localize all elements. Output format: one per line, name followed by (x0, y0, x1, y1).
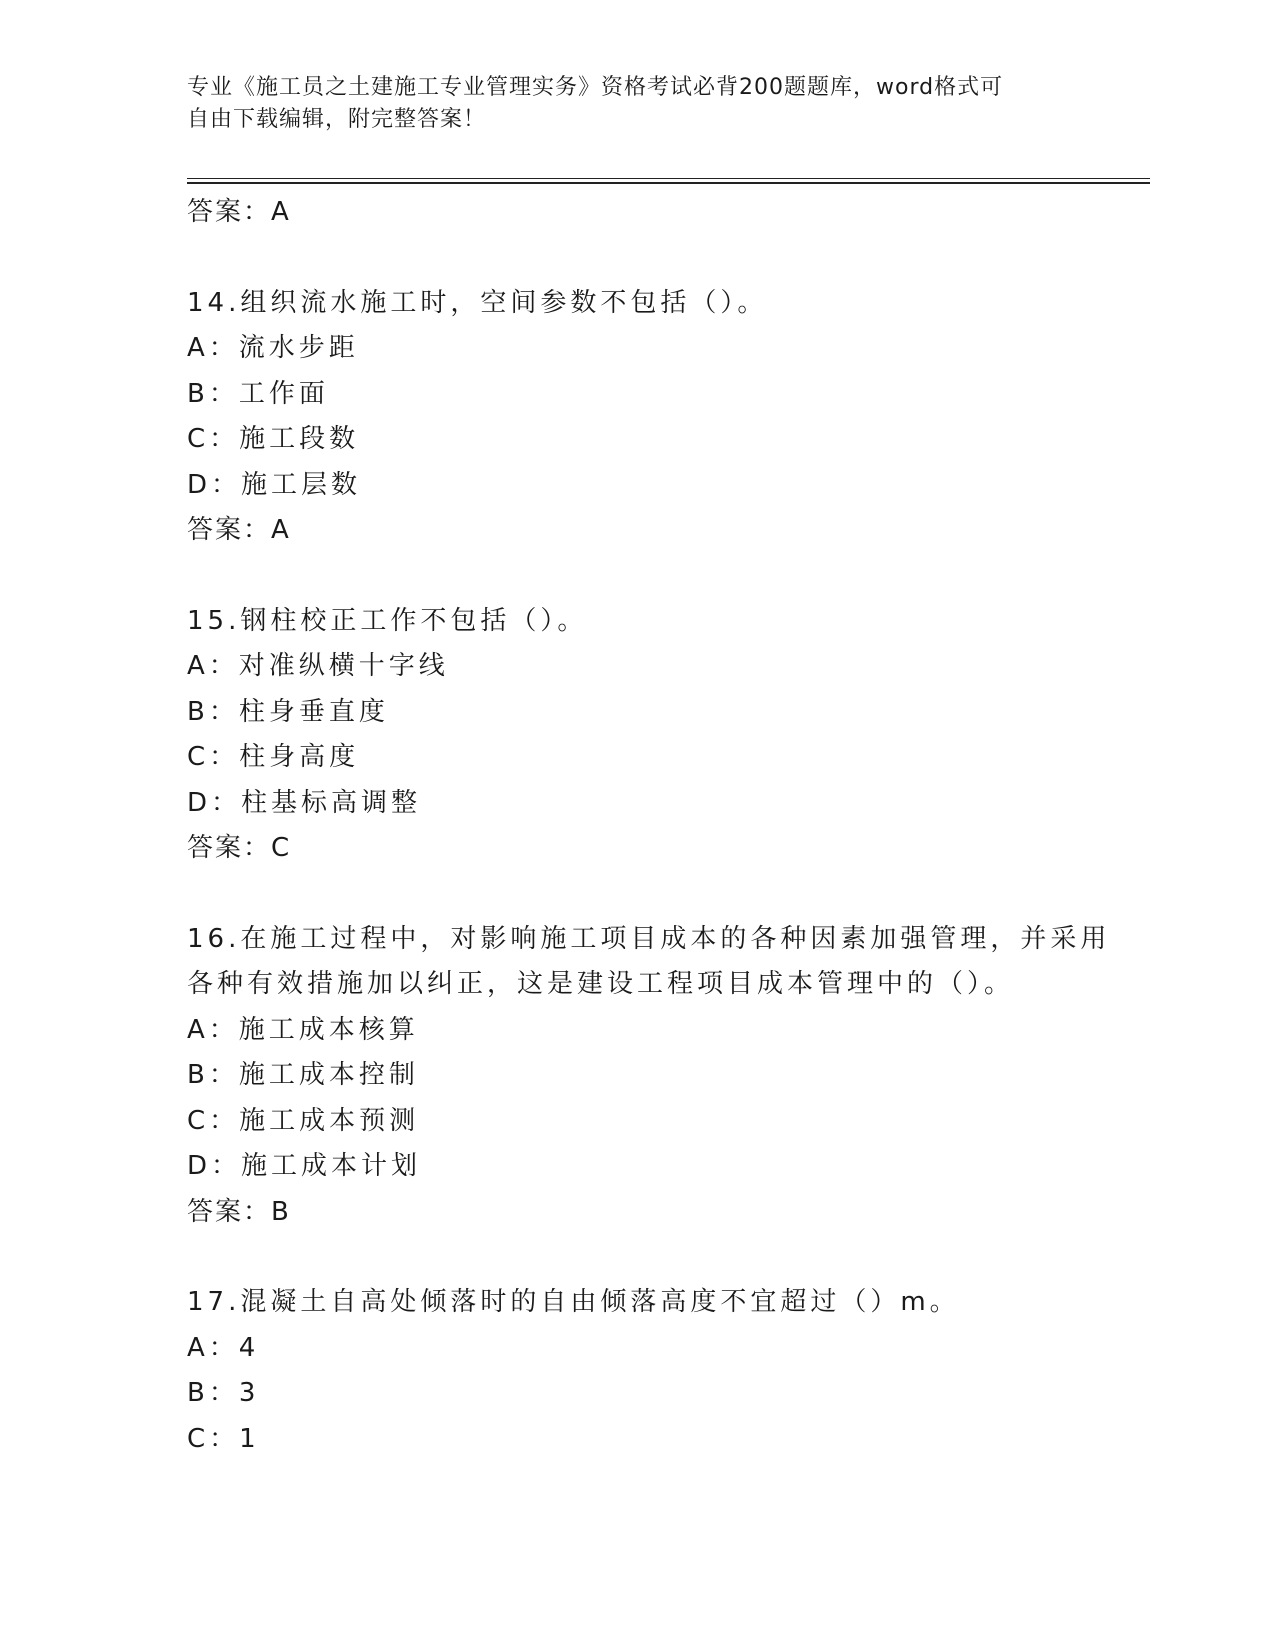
option-c: C：施工成本预测 (187, 1105, 420, 1136)
question-17 (187, 1280, 1087, 1462)
page-header (187, 72, 1067, 136)
option-d: D：施工成本计划 (187, 1151, 422, 1181)
header-title-line-1: 专业《施工员之土建施工专业管理实务》资格考试必背200题题库，word格式可 (187, 75, 1004, 100)
header-divider-thick (187, 182, 1150, 184)
option-d: D：施工层数 (187, 469, 362, 500)
question-stem: 14.组织流水施工时，空间参数不包括（）。 (187, 287, 768, 318)
option-c: C：1 (187, 1423, 260, 1454)
option-a: A：流水步距 (187, 333, 359, 363)
option-d: D：柱基标高调整 (187, 787, 422, 818)
option-a: A：施工成本核算 (187, 1014, 419, 1045)
previous-answer: 答案：A (187, 197, 291, 227)
question-16 (187, 917, 1111, 1236)
answer: 答案：A (187, 515, 291, 545)
question-stem-line-1: 16.在施工过程中，对影响施工项目成本的各种因素加强管理，并采用 (187, 923, 1111, 954)
option-b: B：柱身垂直度 (187, 696, 389, 727)
answer: 答案：B (187, 1196, 291, 1227)
option-c: C：施工段数 (187, 424, 360, 454)
question-14 (187, 281, 1087, 554)
header-divider-thin (187, 178, 1150, 179)
option-c: C：柱身高度 (187, 742, 360, 772)
question-stem-line-2: 各种有效措施加以纠正，这是建设工程项目成本管理中的（）。 (187, 969, 1015, 999)
option-b: B：3 (187, 1378, 260, 1408)
question-stem: 15.钢柱校正工作不包括（）。 (187, 605, 588, 636)
question-stem: 17.混凝土自高处倾落时的自由倾落高度不宜超过（）m。 (187, 1287, 960, 1317)
option-b: B：施工成本控制 (187, 1060, 419, 1090)
option-a: A：4 (187, 1332, 260, 1363)
option-a: A：对准纵横十字线 (187, 651, 449, 681)
header-title-line-2: 自由下载编辑，附完整答案！ (187, 107, 487, 132)
spacer (187, 554, 1087, 599)
spacer (187, 872, 1087, 917)
spacer (187, 1235, 1087, 1280)
question-15 (187, 599, 1087, 872)
spacer (187, 236, 1087, 281)
option-b: B：工作面 (187, 378, 329, 409)
answer: 答案：C (187, 833, 292, 863)
question-list (187, 190, 1111, 1462)
